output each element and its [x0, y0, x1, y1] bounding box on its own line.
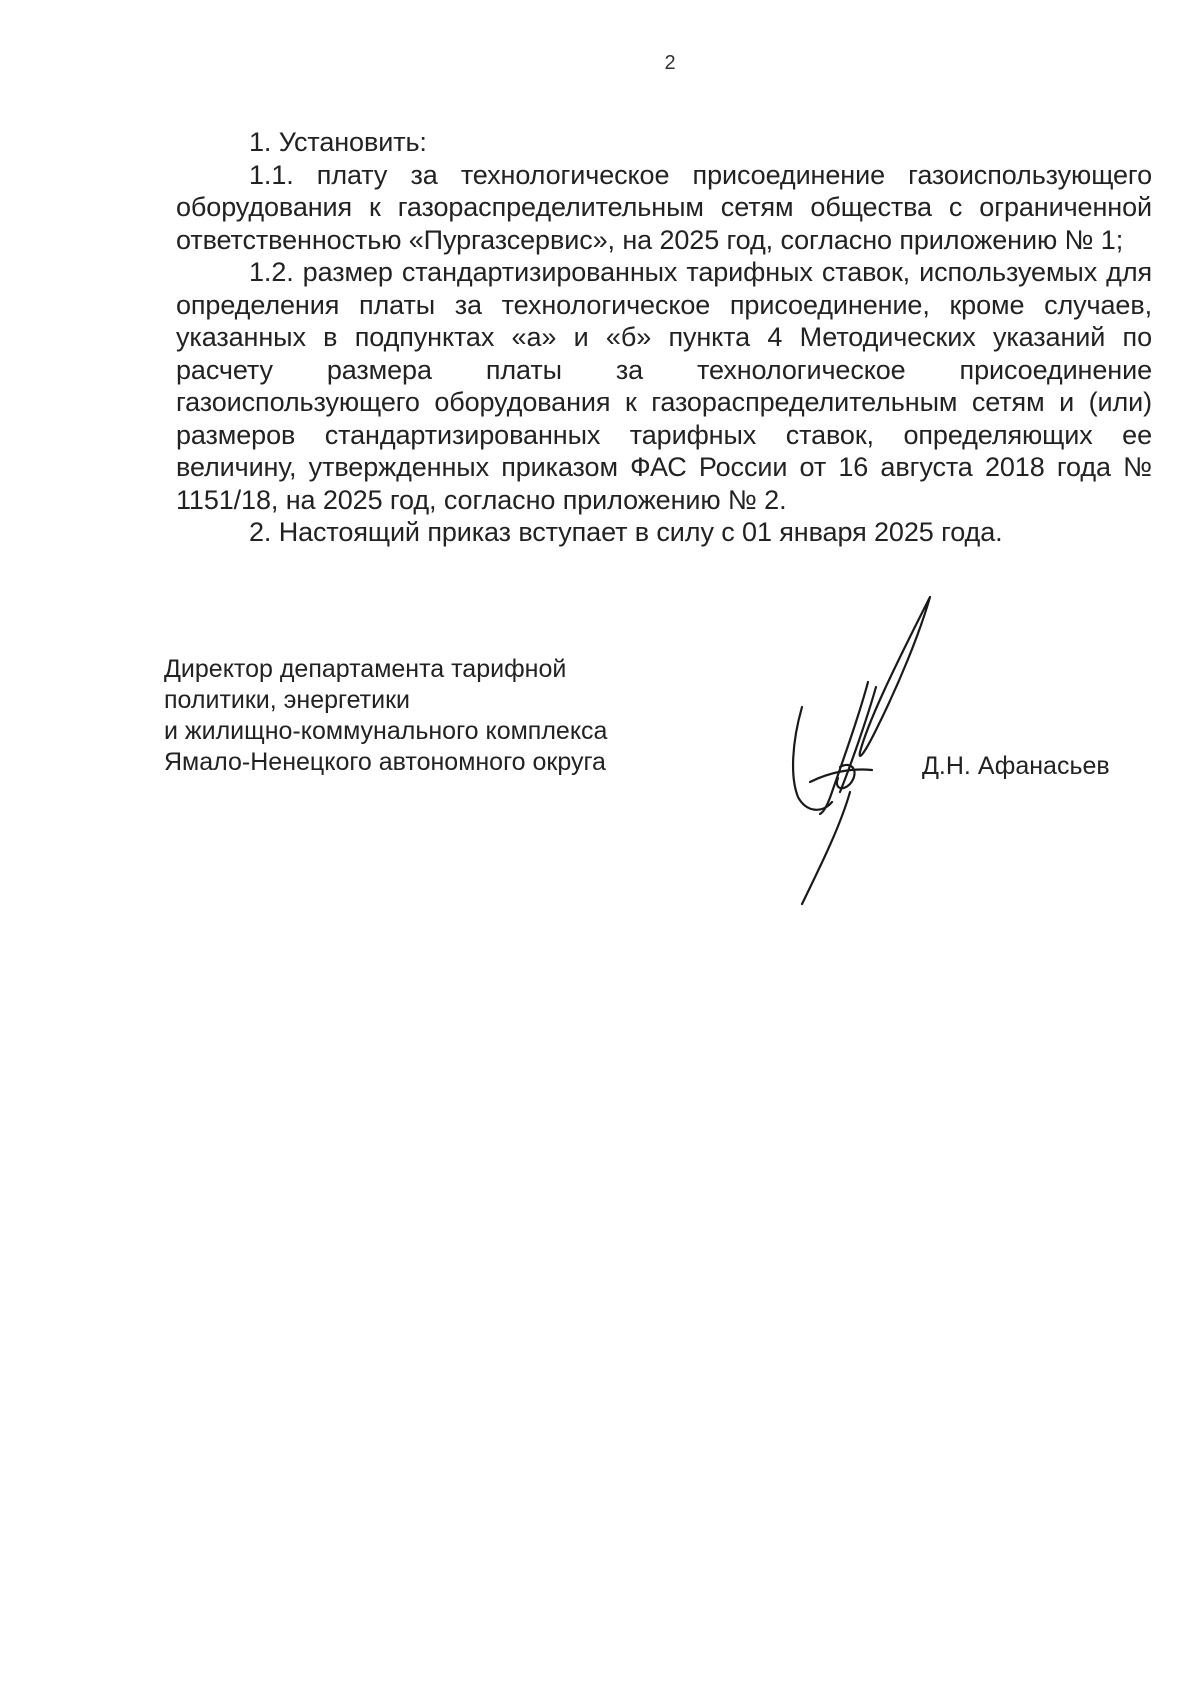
signatory-title: [164, 654, 684, 778]
signatory-title-line: и жилищно-коммунального комплекса: [164, 717, 608, 745]
signer-name: Д.Н. Афанасьев: [922, 752, 1110, 780]
document-body: [176, 126, 1152, 549]
page-number: 2: [664, 52, 676, 74]
paragraph-clause-1-2: 1.2. размер стандартизированных тарифных ставок, используемых для определения платы за технологическое присоединение, кроме случаев, указанных в подпунктах «а» и «б» пункта 4 Методических указаний по расчету размера платы за технологическое присоединение газоиспользующего оборудования к газораспределительным сетям и (или) размеров стандартизированных тарифных ставок, определяющих ее величину, утвержденных приказом ФАС России от 16 августа 2018 года № 1151/18, на 2025 год, согласно приложению № 2.: [176, 257, 1152, 515]
paragraph-clause-1-1: 1.1. плату за технологическое присоединение газоиспользующего оборудования к газораспределительным сетям общества с ограниченной ответственностью «Пургазсервис», на 2025 год, согласно приложению № 1;: [176, 159, 1152, 255]
paragraph-clause-2: 2. Настоящий приказ вступает в силу с 01 января 2025 года.: [249, 517, 1003, 547]
paragraph-clause-1: 1. Установить:: [249, 127, 427, 157]
signatory-title-line: Ямало-Ненецкого автономного округа: [164, 748, 606, 776]
signatory-title-line: Директор департамента тарифной: [164, 655, 567, 683]
signatory-title-line: политики, энергетики: [164, 686, 410, 714]
